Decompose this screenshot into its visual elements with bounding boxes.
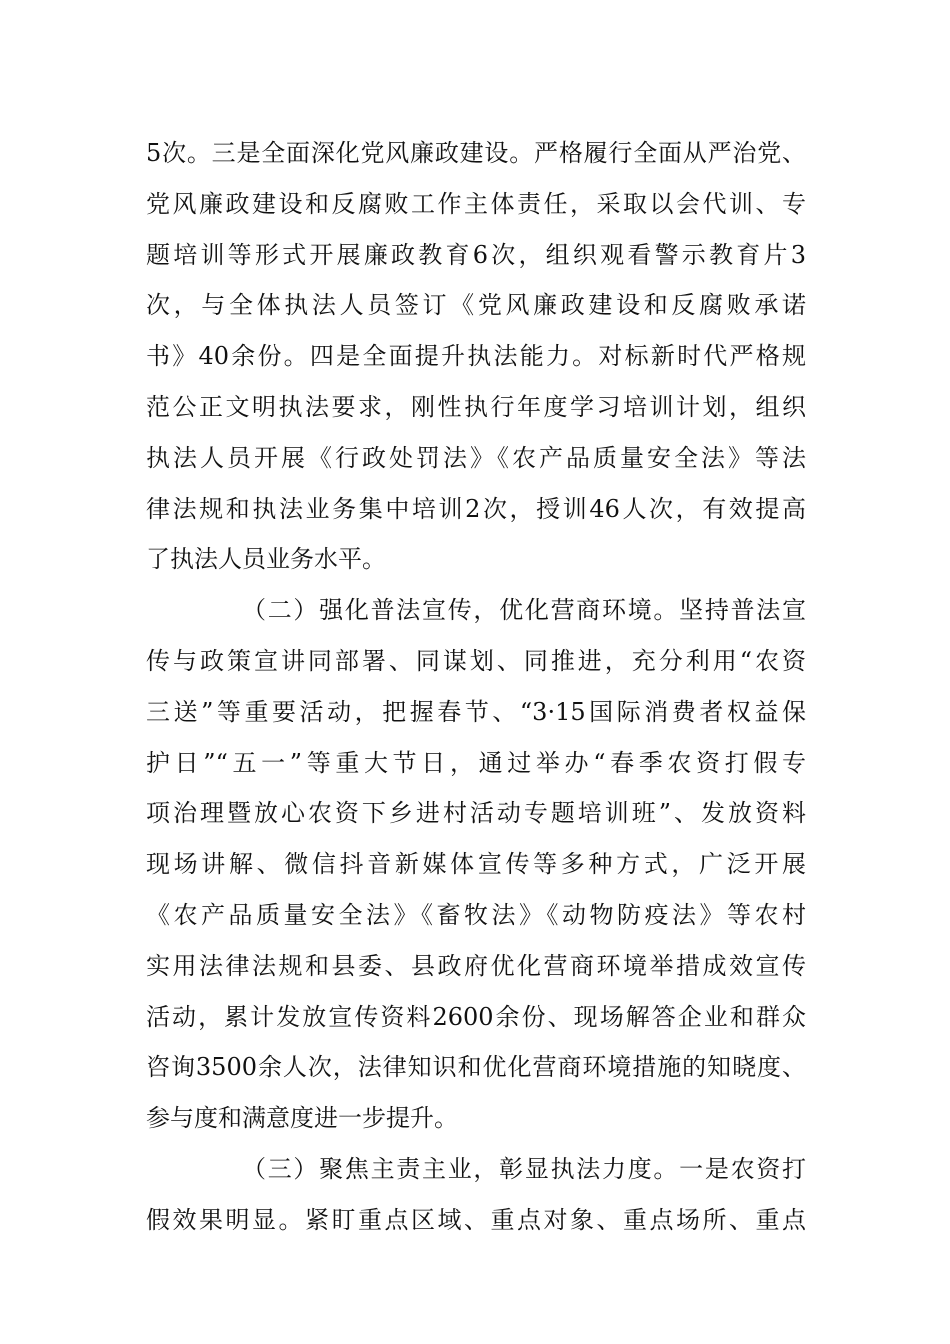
text-line: 5次。三是全面深化党风廉政建设。严格履行全面从严治党、 xyxy=(146,139,806,167)
text-line: 题培训等形式开展廉政教育6次，组织观看警示教育片3 xyxy=(146,240,806,269)
text-line: 传与政策宣讲同部署、同谋划、同推进，充分利用“农资 xyxy=(146,646,806,675)
body-text xyxy=(146,128,806,1246)
text-line: 执法人员开展《行政处罚法》《农产品质量安全法》等法 xyxy=(146,443,806,472)
text-line: 现场讲解、微信抖音新媒体宣传等多种方式，广泛开展 xyxy=(146,850,806,879)
text-line: 实用法律法规和县委、县政府优化营商环境举措成效宣传 xyxy=(146,951,806,980)
text-line: 咨询3500余人次，法律知识和优化营商环境措施的知晓度、 xyxy=(146,1053,806,1082)
text-line: 书》40余份。四是全面提升执法能力。对标新时代严格规 xyxy=(146,342,806,371)
text-line: 活动，累计发放宣传资料2600余份、现场解答企业和群众 xyxy=(146,1002,806,1031)
text-line: 参与度和满意度进一步提升。 xyxy=(146,1104,458,1133)
paragraph-heading-2: （二）强化普法宣传，优化营商环境。坚持普法宣 xyxy=(242,596,806,625)
text-line: 律法规和执法业务集中培训2次，授训46人次，有效提高 xyxy=(146,494,806,523)
text-line: 范公正文明执法要求，刚性执行年度学习培训计划，组织 xyxy=(146,392,806,421)
text-line: 了执法人员业务水平。 xyxy=(146,545,386,574)
text-line: 假效果明显。紧盯重点区域、重点对象、重点场所、重点 xyxy=(146,1205,806,1234)
paragraph-heading-3: （三）聚焦主责主业，彰显执法力度。一是农资打 xyxy=(242,1154,806,1183)
text-line: 护日”“五一”等重大节日，通过举办“春季农资打假专 xyxy=(146,748,806,777)
text-line: 项治理暨放心农资下乡进村活动专题培训班”、发放资料 xyxy=(146,799,806,828)
text-line: 《农产品质量安全法》《畜牧法》《动物防疫法》等农村 xyxy=(146,900,806,929)
text-line: 三送”等重要活动，把握春节、“3·15国际消费者权益保 xyxy=(146,697,806,726)
text-line: 党风廉政建设和反腐败工作主体责任，采取以会代训、专 xyxy=(146,189,806,218)
text-line: 次，与全体执法人员签订《党风廉政建设和反腐败承诺 xyxy=(146,291,806,320)
